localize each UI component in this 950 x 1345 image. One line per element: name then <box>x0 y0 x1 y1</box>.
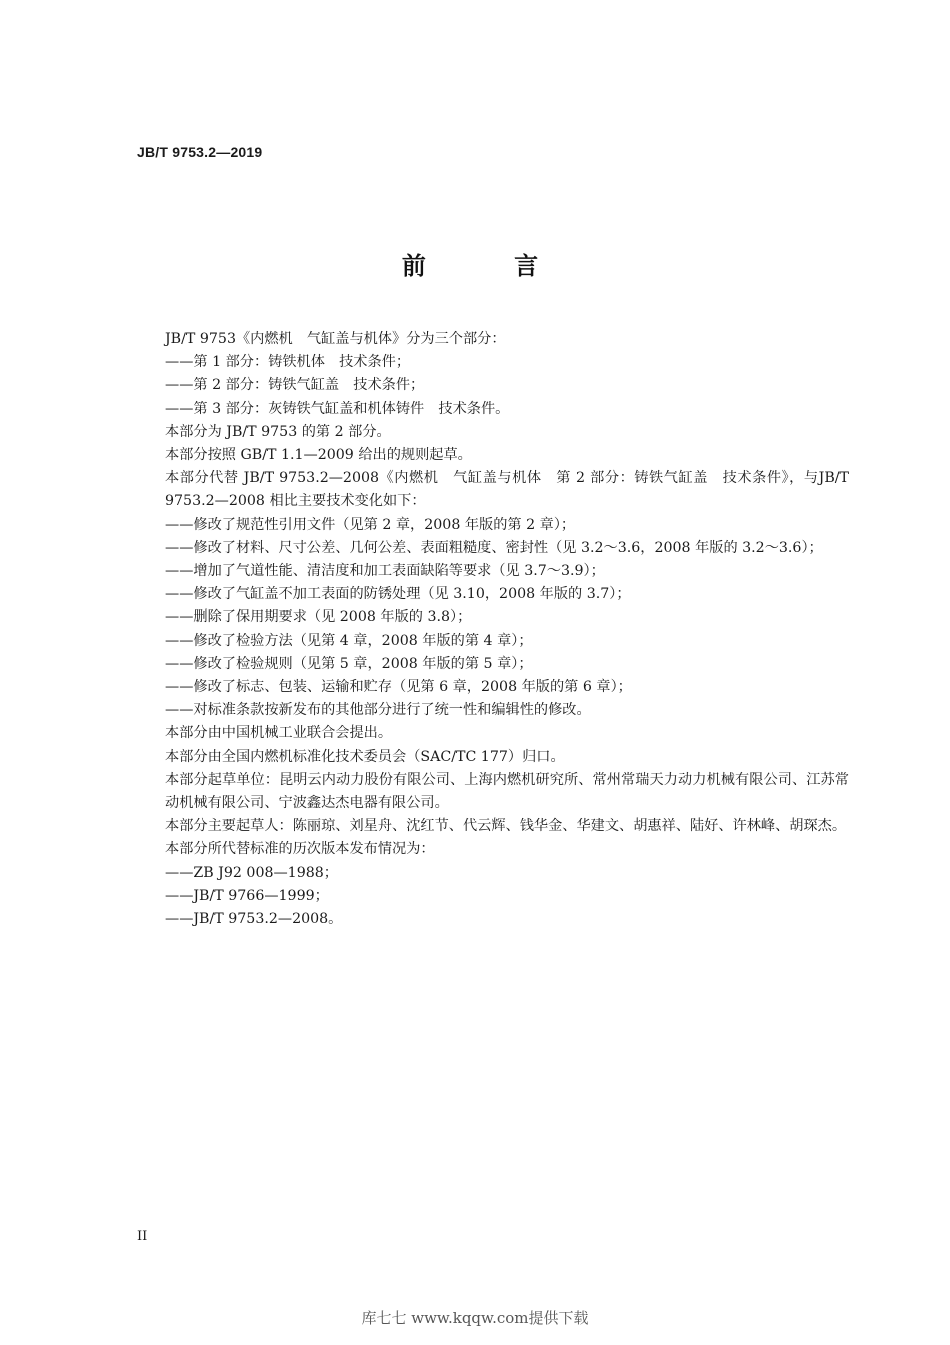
preface-paragraph: 本部分起草单位：昆明云内动力股份有限公司、上海内燃机研究所、常州常瑞天力动力机械有限公司、江苏常动机械有限公司、宁波鑫达杰电器有限公司。 <box>165 771 849 812</box>
preface-paragraph: 本部分代替 JB/T 9753.2—2008《内燃机 气缸盖与机体 第 2 部分：铸铁气缸盖 技术条件》，与JB/T 9753.2—2008 相比主要技术变化如下： <box>165 470 849 510</box>
page-title: 前 言 <box>401 252 579 280</box>
preface-paragraph: 本部分由全国内燃机标准化技术委员会（SAC/TC 177）归口。 <box>165 748 565 765</box>
preface-paragraph: ——删除了保用期要求（见 2008 年版的 3.8）； <box>165 609 472 626</box>
preface-paragraph: JB/T 9753《内燃机 气缸盖与机体》分为三个部分： <box>165 331 506 347</box>
preface-paragraph: 本部分所代替标准的历次版本发布情况为： <box>165 841 435 858</box>
preface-paragraph: ——ZB J92 008—1988； <box>165 864 338 881</box>
preface-paragraph: ——修改了气缸盖不加工表面的防锈处理（见 3.10，2008 年版的 3.7）； <box>165 586 631 603</box>
download-footer: 库七七 www.kqqw.com提供下载 <box>361 1309 589 1327</box>
preface-paragraph: ——对标准条款按新发布的其他部分进行了统一性和编辑性的修改。 <box>165 702 591 719</box>
preface-paragraph: 本部分按照 GB/T 1.1—2009 给出的规则起草。 <box>165 447 472 464</box>
page-number: II <box>137 1229 148 1244</box>
preface-paragraph: ——JB/T 9753.2—2008。 <box>165 911 343 928</box>
preface-paragraph: ——第 1 部分：铸铁机体 技术条件； <box>165 354 411 371</box>
preface-paragraph: ——JB/T 9766—1999； <box>165 887 329 904</box>
preface-paragraph: ——第 2 部分：铸铁气缸盖 技术条件； <box>165 377 425 394</box>
preface-paragraph: ——修改了规范性引用文件（见第 2 章，2008 年版的第 2 章）； <box>165 516 576 533</box>
preface-paragraph: ——增加了气道性能、清洁度和加工表面缺陷等要求（见 3.7～3.9）； <box>165 563 605 580</box>
preface-paragraph: ——修改了检验规则（见第 5 章，2008 年版的第 5 章）； <box>165 655 533 672</box>
preface-paragraph: 本部分由中国机械工业联合会提出。 <box>165 725 393 742</box>
standard-code: JB/T 9753.2—2019 <box>137 144 263 160</box>
preface-paragraph: ——修改了标志、包装、运输和贮存（见第 6 章，2008 年版的第 6 章）； <box>165 679 632 696</box>
preface-paragraph: ——修改了检验方法（见第 4 章，2008 年版的第 4 章）； <box>165 632 533 649</box>
preface-paragraph: ——修改了材料、尺寸公差、几何公差、表面粗糙度、密封性（见 3.2～3.6，2008 年版的 3.2～3.6）； <box>165 539 823 556</box>
preface-paragraph: 本部分为 JB/T 9753 的第 2 部分。 <box>165 423 391 440</box>
preface-paragraph: 本部分主要起草人：陈丽琼、刘星舟、沈红节、代云辉、钱华金、华建文、胡惠祥、陆好、许林峰、胡琛杰。 <box>165 818 847 835</box>
preface-paragraph: ——第 3 部分：灰铸铁气缸盖和机体铸件 技术条件。 <box>165 400 510 417</box>
preface-body <box>137 328 849 931</box>
